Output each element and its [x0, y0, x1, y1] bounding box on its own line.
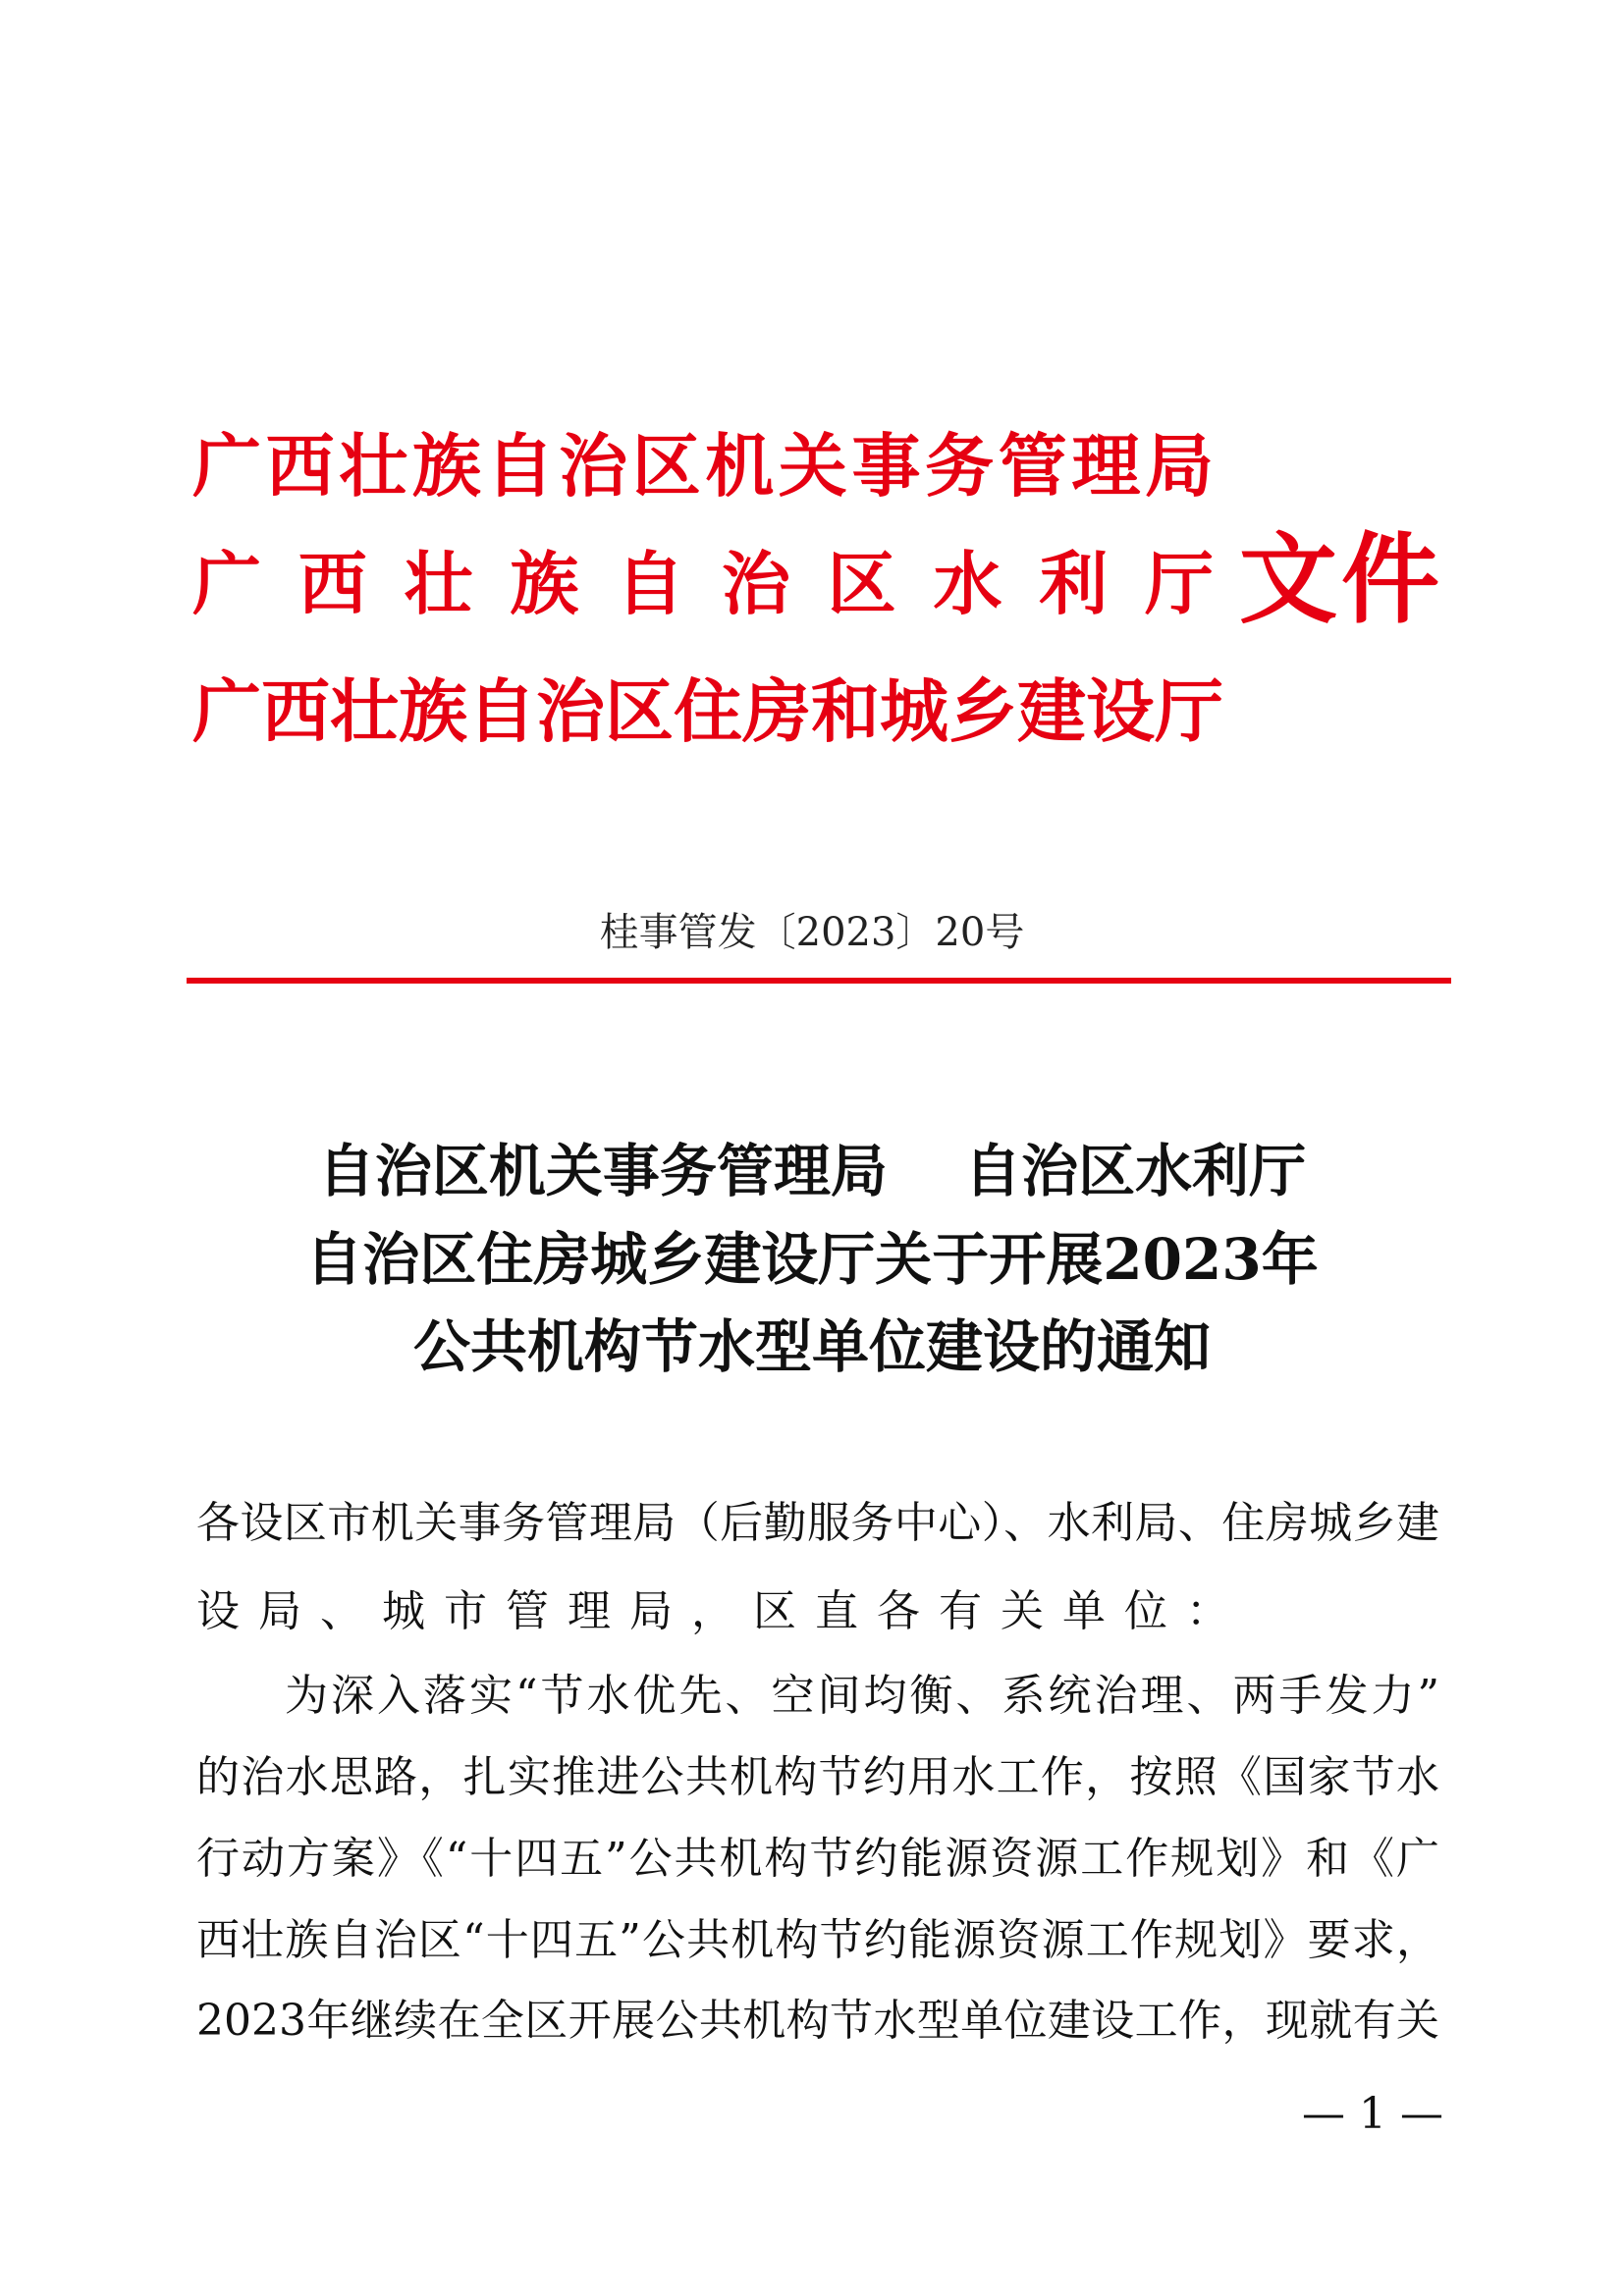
body-line: 2023年继续在全区开展公共机构节水型单位建设工作，现就有关	[196, 1996, 1439, 2046]
body-line: 各设区市机关事务管理局（后勤服务中心）、水利局、住房城乡建	[196, 1498, 1439, 1548]
document-number: 桂事管发〔2023〕20号	[599, 910, 1025, 955]
document-suffix: 文件	[1239, 521, 1443, 637]
body-line: 西壮族自治区“十四五”公共机构节约能源资源工作规划》要求，	[196, 1915, 1439, 1965]
issuer-1: 广西壮族自治区机关事务管理局	[192, 425, 1214, 507]
body-line: 的治水思路，扎实推进公共机构节约用水工作，按照《国家节水	[196, 1752, 1439, 1802]
title-line-3: 公共机构节水型单位建设的通知	[412, 1313, 1211, 1380]
issuer-3: 广西壮族自治区住房和城乡建设厅	[192, 670, 1223, 752]
body-line: 行动方案》《“十四五”公共机构节约能源资源工作规划》和《广	[196, 1834, 1439, 1884]
title-line-2: 自治区住房城乡建设厅关于开展2023年	[305, 1226, 1319, 1293]
issuer-2: 广西壮族自治区水利厅	[192, 543, 1214, 624]
page-number: — 1 —	[1302, 2089, 1443, 2139]
title-line-1: 自治区机关事务管理局 自治区水利厅	[317, 1138, 1307, 1204]
body-line: 为深入落实“节水优先、空间均衡、系统治理、两手发力”	[285, 1671, 1439, 1721]
red-divider	[187, 978, 1451, 984]
body-line: 设局、城市管理局，区直各有关单位：	[196, 1586, 1248, 1636]
